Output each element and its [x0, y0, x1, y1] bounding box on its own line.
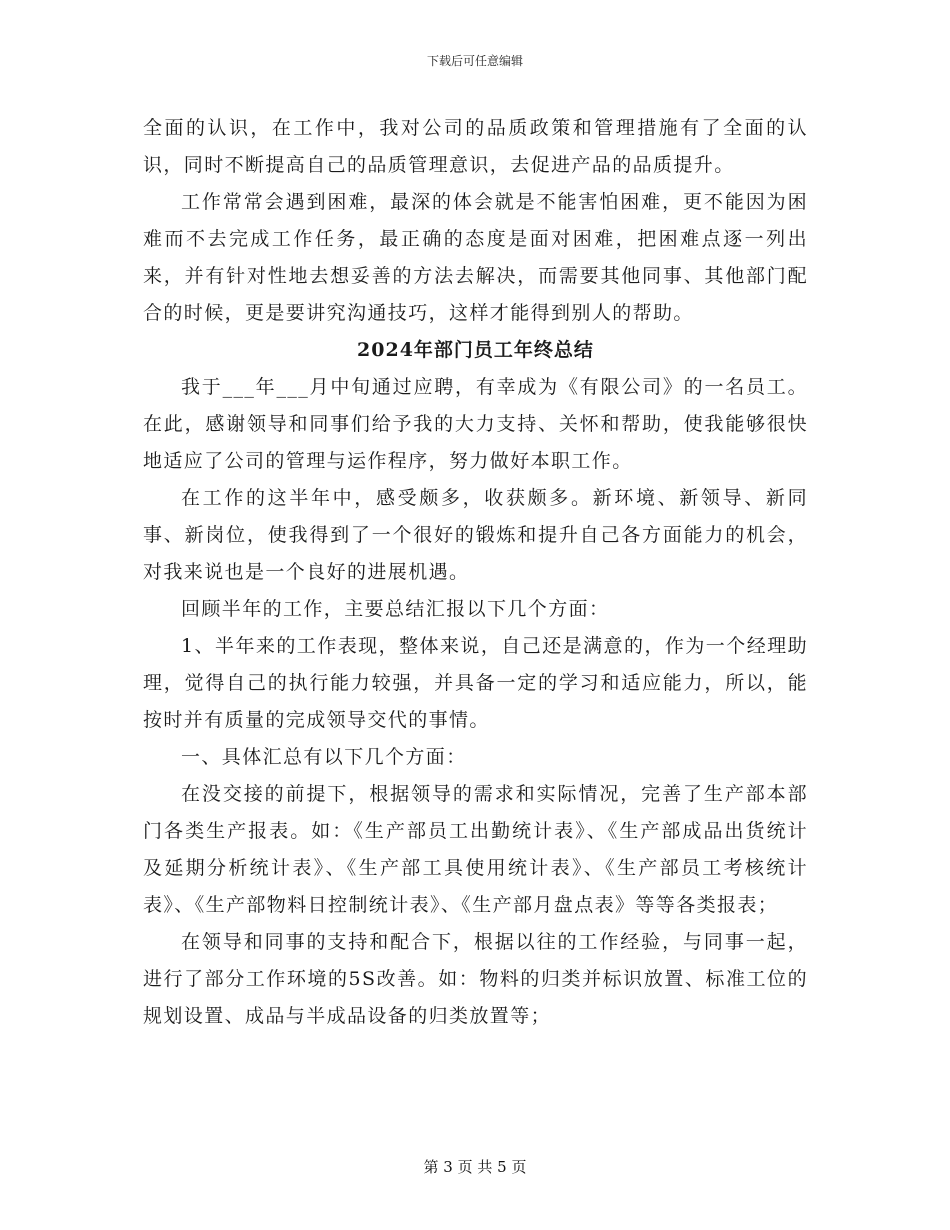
paragraph-5s: 在领导和同事的支持和配合下，根据以往的工作经验，与同事一起，进行了部分工作环境的5S改善。如：物料的归类并标识放置、标准工位的规划设置、成品与半成品设备的归类放置等； [143, 931, 808, 1027]
document-body [143, 110, 808, 1035]
paragraph-review: 回顾半年的工作，主要总结汇报以下几个方面： [181, 598, 610, 620]
paragraph-reports: 在没交接的前提下，根据领导的需求和实际情况，完善了生产部本部门各类生产报表。如：《生产部员工出勤统计表》、《生产部成品出货统计及延期分析统计表》、《生产部工具使用统计表》、《生产部员工考核统计表》、《生产部物料日控制统计表》、《生产部月盘点表》等等各类报表； [143, 783, 808, 916]
paragraph-half-year: 在工作的这半年中，感受颇多，收获颇多。新环境、新领导、新同事、新岗位，使我得到了一个很好的锻炼和提升自己各方面能力的机会，对我来说也是一个良好的进展机遇。 [143, 487, 808, 583]
paragraph-intro: 我于___年___月中旬通过应聘，有幸成为《有限公司》的一名员工。在此，感谢领导和同事们给予我的大力支持、关怀和帮助，使我能够很快地适应了公司的管理与运作程序，努力做好本职工作。 [143, 376, 808, 472]
paragraph-performance: 1、半年来的工作表现，整体来说，自己还是满意的，作为一个经理助理，觉得自己的执行能力较强，并具备一定的学习和适应能力，所以，能按时并有质量的完成领导交代的事情。 [143, 635, 808, 731]
paragraph-difficulties: 工作常常会遇到困难，最深的体会就是不能害怕困难，更不能因为困难而不去完成工作任务，最正确的态度是面对困难，把困难点逐一列出来，并有针对性地去想妥善的方法去解决，而需要其他同事、其他部门配合的时候，更是要讲究沟通技巧，这样才能得到别人的帮助。 [143, 191, 808, 324]
section-heading-summary: 一、具体汇总有以下几个方面： [181, 746, 467, 768]
document-title: 2024年部门员工年终总结 [357, 339, 594, 361]
page-header: 下载后可任意编辑 [426, 54, 523, 68]
paragraph-continuation: 全面的认识，在工作中，我对公司的品质政策和管理措施有了全面的认识，同时不断提高自己的品质管理意识，去促进产品的品质提升。 [143, 117, 808, 176]
page-number: 第 3 页 共 5 页 [423, 1158, 527, 1176]
